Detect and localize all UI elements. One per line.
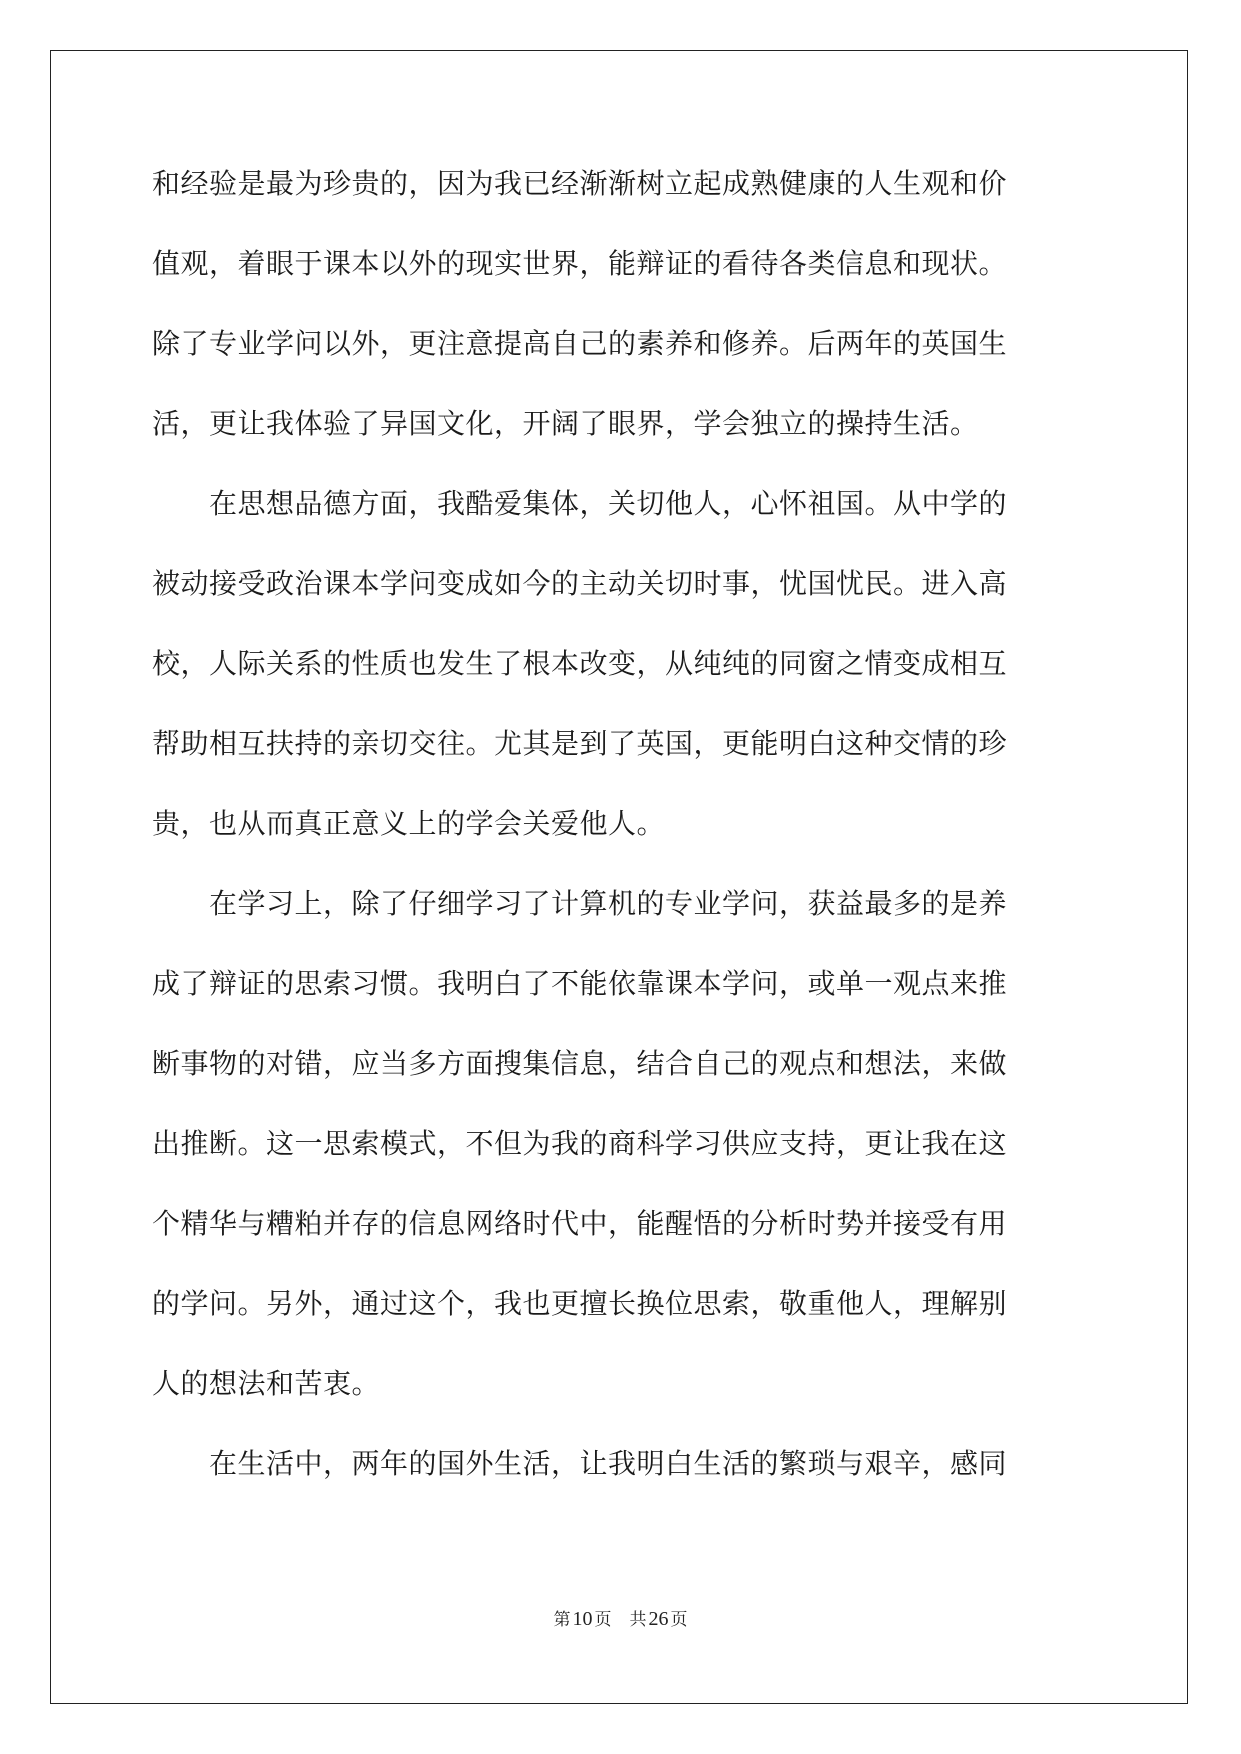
total-prefix: 共 — [629, 1610, 647, 1630]
page-suffix: 页 — [594, 1610, 612, 1630]
text-line: 人的想法和苦衷。 — [152, 1367, 381, 1400]
text-line: 值观，着眼于课本以外的现实世界，能辩证的看待各类信息和现状。 — [152, 247, 1008, 280]
text-line: 帮助相互扶持的亲切交往。尤其是到了英国，更能明白这种交情的珍 — [152, 727, 1008, 760]
text-line: 出推断。这一思索模式，不但为我的商科学习供应支持，更让我在这 — [152, 1127, 1008, 1160]
text-line: 断事物的对错，应当多方面搜集信息，结合自己的观点和想法，来做 — [152, 1047, 1008, 1080]
page-prefix: 第 — [553, 1610, 571, 1630]
text-line: 在生活中，两年的国外生活，让我明白生活的繁琐与艰辛，感同 — [152, 1447, 1008, 1480]
text-line: 个精华与糟粕并存的信息网络时代中，能醒悟的分析时势并接受有用 — [152, 1207, 1008, 1240]
text-line: 校，人际关系的性质也发生了根本改变，从纯纯的同窗之情变成相互 — [152, 647, 1008, 680]
text-line: 的学问。另外，通过这个，我也更擅长换位思索，敬重他人，理解别 — [152, 1287, 1008, 1320]
text-line: 除了专业学问以外，更注意提高自己的素养和修养。后两年的英国生 — [152, 327, 1008, 360]
text-line: 和经验是最为珍贵的，因为我已经渐渐树立起成熟健康的人生观和价 — [152, 167, 1008, 200]
body-text — [152, 164, 1090, 1524]
page-current: 10 — [572, 1608, 593, 1630]
text-line: 贵，也从而真正意义上的学会关爱他人。 — [152, 807, 666, 840]
text-line: 活，更让我体验了异国文化，开阔了眼界，学会独立的操持生活。 — [152, 407, 979, 440]
total-suffix: 页 — [670, 1610, 688, 1630]
text-line: 成了辩证的思索习惯。我明白了不能依靠课本学问，或单一观点来推 — [152, 967, 1008, 1000]
text-line: 被动接受政治课本学问变成如今的主动关切时事，忧国忧民。进入高 — [152, 567, 1008, 600]
page-footer — [0, 1605, 1241, 1631]
text-line: 在学习上，除了仔细学习了计算机的专业学问，获益最多的是养 — [152, 887, 1008, 920]
text-line: 在思想品德方面，我酷爱集体，关切他人，心怀祖国。从中学的 — [152, 487, 1008, 520]
page-total: 26 — [648, 1608, 669, 1630]
